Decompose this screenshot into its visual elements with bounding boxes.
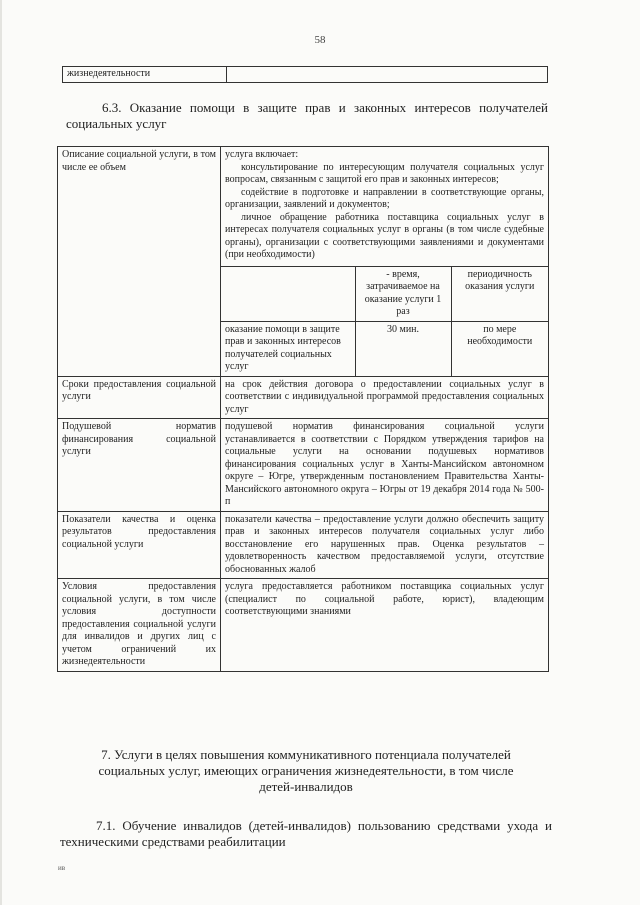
content-line: содействие в подготовке и направлении в соответствующие органы, организации, заявлений и документов; bbox=[225, 186, 544, 210]
time-value: 30 мин. bbox=[355, 321, 451, 376]
row-label-description: Описание социальной услуги, в том числе ее объем bbox=[58, 147, 221, 377]
page-number: 58 bbox=[314, 34, 326, 46]
scan-edge bbox=[0, 0, 2, 905]
table-row bbox=[58, 376, 549, 419]
row-content-conditions: услуга предоставляется работником поставщика социальных услуг (специалист по социальной работе, юрист), владеющим соответствующими знаниями bbox=[221, 579, 549, 672]
section-6-3-heading: 6.3. Оказание помощи в защите прав и законных интересов получателей социальных услуг bbox=[66, 100, 548, 131]
content-line: личное обращение работника поставщика социальных услуг в интересах получателя социальных услуг в органы (в том числе судебные органы), организации с соответствующими заявлениями и документами (при необходимости) bbox=[225, 211, 544, 260]
main-service-table bbox=[57, 146, 549, 672]
row-content-quality: показатели качества – предоставление услуги должно обеспечить защиту прав и законных интересов получателя социальных услуг либо восстановление его нарушенных прав. Оценка результатов – удовлетворенность качеством предоставляемой услуги, отсутствие обоснованных жалоб bbox=[221, 511, 549, 579]
row-content-description bbox=[221, 147, 549, 377]
section-7-heading-line: детей-инвалидов bbox=[259, 779, 353, 794]
service-name-cell: оказание помощи в защите прав и законных интересов получателей социальных услуг bbox=[221, 321, 355, 376]
top-table-cell: жизнедеятельности bbox=[63, 67, 227, 83]
periodicity-header: периодичность оказания услуги bbox=[451, 266, 548, 321]
table-row bbox=[58, 511, 549, 579]
periodicity-value: по мере необходимости bbox=[451, 321, 548, 376]
time-table bbox=[221, 266, 548, 376]
time-header: - время, затрачиваемое на оказание услуги 1 раз bbox=[355, 266, 451, 321]
row-label-funding: Подушевой норматив финансирования социальной услуги bbox=[58, 419, 221, 512]
table-row bbox=[58, 419, 549, 512]
section-7-heading bbox=[60, 747, 552, 795]
row-content-funding: подушевой норматив финансирования социальной услуги устанавливается в соответствии с Порядком утверждения тарифов на социальные услуги на основании подушевых нормативов финансирования социальных услуг в Ханты-Мансийском автономном округе – Югре, утвержденным постановлением Правительства Ханты-Мансийского автономного округа – Югры от 19 декабря 2014 года № 500-п bbox=[221, 419, 549, 512]
row-label-quality: Показатели качества и оценка результатов предоставления социальной услуги bbox=[58, 511, 221, 579]
table-row bbox=[58, 579, 549, 672]
section-7-heading-line: социальных услуг, имеющих ограничения жизнедеятельности, в том числе bbox=[98, 763, 514, 778]
footer-mark: ив bbox=[58, 864, 66, 872]
section-7-heading-line: 7. Услуги в целях повышения коммуникативного потенциала получателей bbox=[101, 747, 511, 762]
row-label-terms: Сроки предоставления социальной услуги bbox=[58, 376, 221, 419]
section-7-1-heading: 7.1. Обучение инвалидов (детей-инвалидов) пользованию средствами ухода и техническими средствами реабилитации bbox=[60, 818, 552, 849]
row-label-conditions: Условия предоставления социальной услуги, в том числе условия доступности предоставления социальной услуги для инвалидов и других лиц с учетом ограничений их жизнедеятельности bbox=[58, 579, 221, 672]
time-table-blank bbox=[221, 266, 355, 321]
table-row bbox=[58, 147, 549, 377]
top-table-fragment bbox=[62, 66, 548, 83]
content-line: консультирование по интересующим получателя социальных услуг вопросам, связанным с защитой его прав и законных интересов; bbox=[225, 161, 544, 185]
row-content-terms: на срок действия договора о предоставлении социальных услуг в соответствии с индивидуальной программой предоставления социальных услуг bbox=[221, 376, 549, 419]
top-table-cell-empty bbox=[227, 67, 548, 83]
content-line: услуга включает: bbox=[225, 149, 299, 160]
